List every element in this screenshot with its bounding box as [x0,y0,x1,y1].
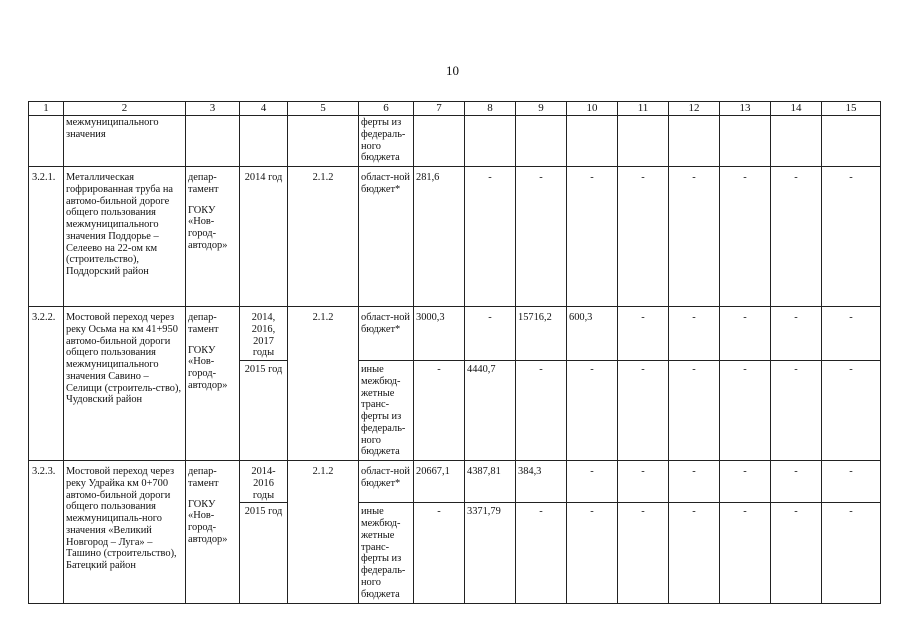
column-number: 11 [618,102,669,116]
value-cell: - [618,503,669,604]
value-cell: 384,3 [516,461,567,503]
item-id: 3.2.2. [29,307,64,461]
column-number-row [29,102,881,116]
task-ref: 2.1.2 [288,167,359,307]
value-cell: - [822,307,881,361]
value-cell: - [567,461,618,503]
column-number: 1 [29,102,64,116]
funding-source: област-ной бюджет* [359,307,414,361]
table-row-continuation [29,116,881,167]
value-cell: - [618,361,669,461]
value-cell: - [567,361,618,461]
item-id: 3.2.3. [29,461,64,604]
value-cell: - [822,503,881,604]
value-cell: - [720,307,771,361]
item-name: Мостовой переход через реку Удрайка км 0+700 автомо-бильной дороги общего пользования межмуниципаль-ного значения «Великий Новгород – Луга» – Ташино (строительство), Батецкий район [64,461,186,604]
value-cell: 15716,2 [516,307,567,361]
value-cell: - [720,361,771,461]
period: 2014 год [240,167,288,307]
value-cell: 3000,3 [414,307,465,361]
value-cell: 281,6 [414,167,465,307]
value-cell: - [771,503,822,604]
value-cell: - [516,167,567,307]
column-number: 7 [414,102,465,116]
executor-cell: депар-тамент ГОКУ «Нов-город-автодор» [186,307,240,461]
column-number: 6 [359,102,414,116]
value-cell: 20667,1 [414,461,465,503]
value-cell: 600,3 [567,307,618,361]
table-row [29,307,881,361]
value-cell: - [771,361,822,461]
column-number: 4 [240,102,288,116]
item-name: межмуниципального значения [64,116,186,167]
value-cell: - [414,503,465,604]
funding-source: иные межбюд-жетные транс-ферты из федераль-ного бюджета [359,361,414,461]
column-number: 2 [64,102,186,116]
column-number: 13 [720,102,771,116]
value-cell: - [516,361,567,461]
value-cell: 4387,81 [465,461,516,503]
period: 2014-2016 годы [240,461,288,503]
value-cell: - [771,167,822,307]
column-number: 12 [669,102,720,116]
value-cell: - [516,503,567,604]
value-cell: - [669,307,720,361]
value-cell: - [822,167,881,307]
value-cell: - [618,167,669,307]
value-cell: 3371,79 [465,503,516,604]
value-cell: - [567,167,618,307]
table-row [29,167,881,307]
value-cell: - [720,461,771,503]
funding-source: област-ной бюджет* [359,461,414,503]
value-cell: - [567,503,618,604]
task-ref: 2.1.2 [288,461,359,604]
funding-source: ферты из федераль-ного бюджета [359,116,414,167]
value-cell: 4440,7 [465,361,516,461]
value-cell: - [720,503,771,604]
period: 2014, 2016, 2017 годы [240,307,288,361]
value-cell: - [669,361,720,461]
column-number: 15 [822,102,881,116]
program-table [28,101,881,604]
page-number: 10 [446,63,459,78]
value-cell: - [771,461,822,503]
value-cell: - [465,167,516,307]
funding-source: област-ной бюджет* [359,167,414,307]
item-id: 3.2.1. [29,167,64,307]
value-cell: - [669,167,720,307]
value-cell: - [720,167,771,307]
column-number: 14 [771,102,822,116]
value-cell: - [414,361,465,461]
funding-source: иные межбюд-жетные транс-ферты из федераль-ного бюджета [359,503,414,604]
table-row [29,461,881,503]
value-cell: - [771,307,822,361]
task-ref: 2.1.2 [288,307,359,461]
column-number: 10 [567,102,618,116]
item-name: Металлическая гофрированная труба на автомо-бильной дороге общего пользования межмуниципального значения Поддорье – Селеево на 22-ом км (строительство), Поддорский район [64,167,186,307]
executor-cell: депар-тамент ГОКУ «Нов-город-автодор» [186,167,240,307]
value-cell: - [669,461,720,503]
executor-cell: депар-тамент ГОКУ «Нов-город-автодор» [186,461,240,604]
column-number: 8 [465,102,516,116]
column-number: 3 [186,102,240,116]
value-cell: - [669,503,720,604]
value-cell: - [822,461,881,503]
value-cell: - [618,461,669,503]
period: 2015 год [240,503,288,604]
value-cell: - [465,307,516,361]
value-cell: - [822,361,881,461]
column-number: 9 [516,102,567,116]
item-name: Мостовой переход через реку Осьма на км 41+950 автомо-бильной дороги общего пользования межмуниципального значения Савино – Селищи (строитель-ство), Чудовский район [64,307,186,461]
column-number: 5 [288,102,359,116]
period: 2015 год [240,361,288,461]
value-cell: - [618,307,669,361]
